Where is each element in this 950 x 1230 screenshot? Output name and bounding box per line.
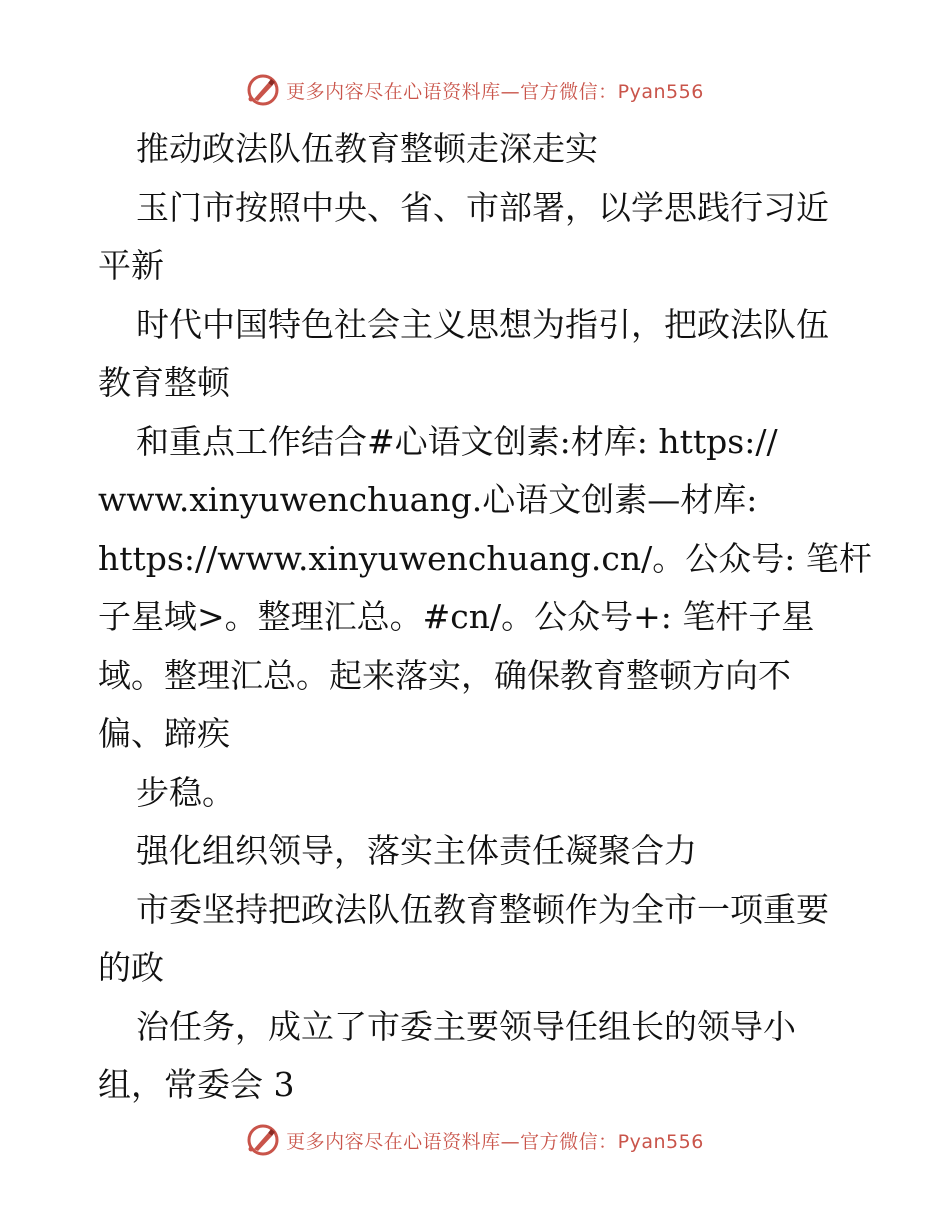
- header-watermark-banner: [0, 70, 950, 110]
- text-line: 步稳。: [136, 772, 235, 812]
- text-line: 治任务，成立了市委主要领导任组长的领导小: [136, 1006, 796, 1046]
- text-line: 市委坚持把政法队伍教育整顿作为全市一项重要: [136, 889, 829, 929]
- text-line: 玉门市按照中央、省、市部署，以学思践行习近: [136, 187, 829, 227]
- text-line: https://www.xinyuwenchuang.cn/。公众号: 笔杆: [98, 538, 872, 578]
- text-line: 偏、蹄疾: [98, 714, 230, 753]
- text-line: 教育整顿: [98, 363, 230, 402]
- pen-circle-icon: [246, 73, 280, 107]
- text-line: 域。整理汇总。起来落实，确保教育整顿方向不: [98, 655, 791, 695]
- text-line: 平新: [98, 246, 164, 285]
- pen-circle-icon: [246, 1123, 280, 1157]
- text-line: www.xinyuwenchuang.心语文创素—材库:: [98, 480, 758, 519]
- text-line: 子星域>。整理汇总。#cn/。公众号+: 笔杆子星: [98, 597, 815, 636]
- document-body: [98, 120, 872, 1115]
- text-line: 强化组织领导，落实主体责任凝聚合力: [136, 831, 697, 870]
- text-line: 时代中国特色社会主义思想为指引，把政法队伍: [136, 304, 829, 344]
- text-line: 推动政法队伍教育整顿走深走实: [136, 129, 598, 168]
- footer-watermark-banner: [0, 1120, 950, 1160]
- watermark-text: 更多内容尽在心语资料库—官方微信：Pyan556: [286, 1130, 704, 1153]
- text-line: 的政: [98, 948, 164, 987]
- text-line: 组，常委会 3: [98, 1065, 295, 1104]
- text-line: 和重点工作结合#心语文创素:材库: https://: [136, 421, 778, 461]
- watermark-text: 更多内容尽在心语资料库—官方微信：Pyan556: [286, 80, 704, 103]
